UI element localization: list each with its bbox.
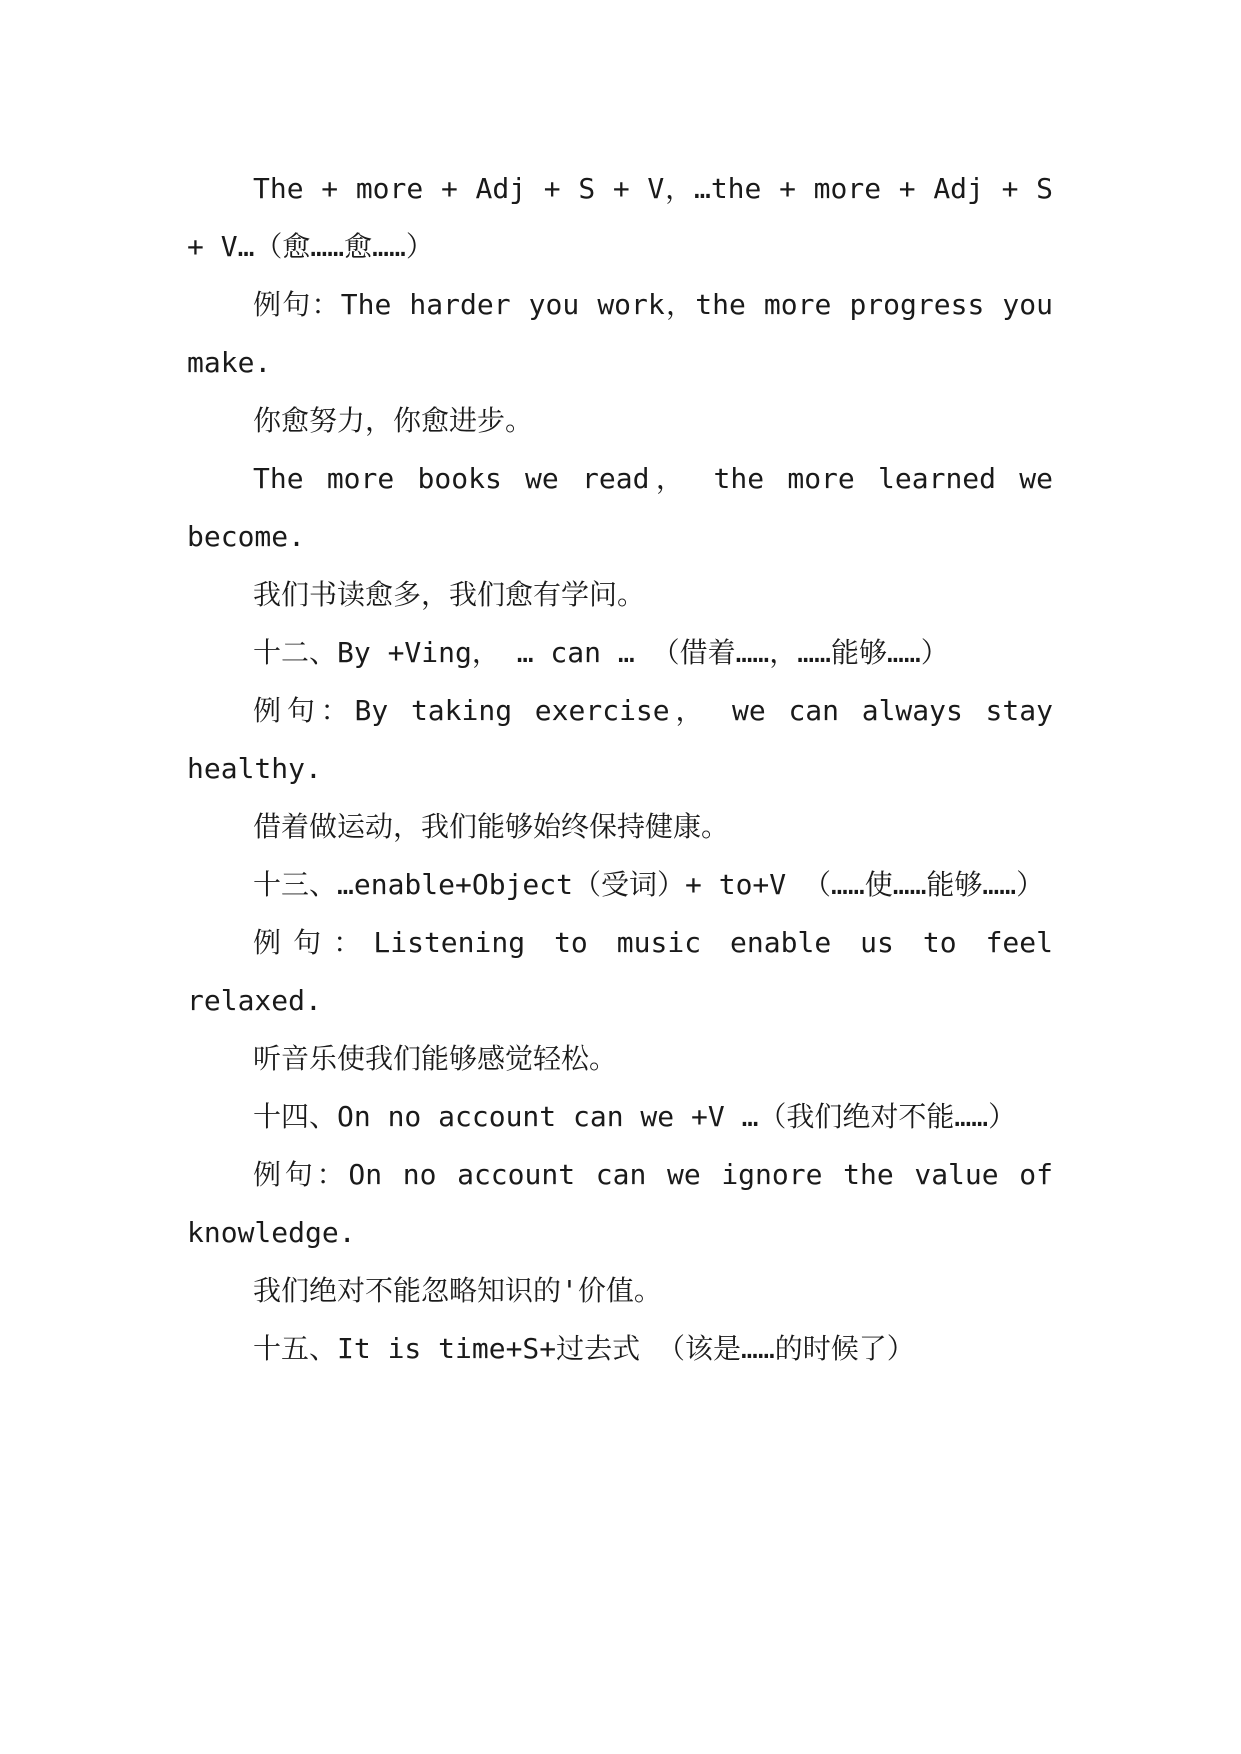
example-sentence-3: 例句：By taking exercise， we can always stay healthy. <box>187 694 1053 785</box>
pattern-the-more: The + more + Adj + S + V，…the + more + Adj + S + V…（愈……愈……） <box>187 172 1053 263</box>
pattern-fifteen-heading: 十五、It is time+S+过去式 （该是……的时候了） <box>253 1332 915 1365</box>
translation-5: 我们绝对不能忽略知识的'价值。 <box>253 1274 662 1307</box>
pattern-thirteen-heading: 十三、…enable+Object（受词）+ to+V （……使……能够……） <box>253 868 1045 901</box>
example-sentence-1: 例句：The harder you work，the more progress you make. <box>187 288 1053 379</box>
translation-3: 借着做运动，我们能够始终保持健康。 <box>253 810 730 843</box>
document-body <box>187 160 1053 1378</box>
pattern-fourteen-heading: 十四、On no account can we +V …（我们绝对不能……） <box>253 1100 1017 1133</box>
translation-1: 你愈努力，你愈进步。 <box>253 404 534 437</box>
example-sentence-2: The more books we read， the more learned we become. <box>187 462 1053 553</box>
example-sentence-5: 例句：On no account can we ignore the value of knowledge. <box>187 1158 1053 1249</box>
translation-4: 听音乐使我们能够感觉轻松。 <box>253 1042 618 1075</box>
example-sentence-4: 例句：Listening to music enable us to feel relaxed. <box>187 926 1053 1017</box>
pattern-twelve-heading: 十二、By +Ving， … can … （借着……，……能够……） <box>253 636 949 669</box>
translation-2: 我们书读愈多，我们愈有学问。 <box>253 578 646 611</box>
